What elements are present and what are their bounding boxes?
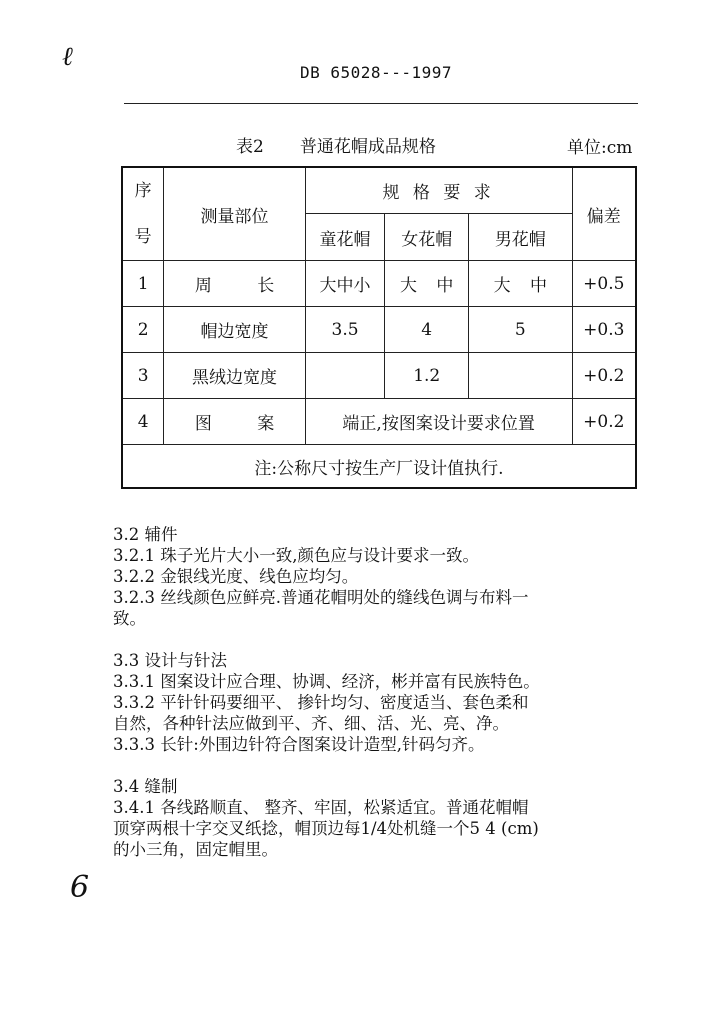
table-caption-title: 普通花帽成品规格 — [299, 137, 436, 157]
clause-3-2-3-line2: 致。 — [113, 609, 146, 628]
row-no: 3 — [122, 353, 164, 399]
clause-3-4-1-line1: 3.4.1 各线路顺直、 整齐、牢固，松紧适宜。普通花帽帽 — [113, 798, 529, 817]
header-child: 童花帽 — [305, 214, 385, 261]
clause-3-3-2-line1: 3.3.2 平针针码要细平、 掺针均匀、密度适当、套色柔和 — [113, 693, 529, 712]
row-no: 1 — [122, 261, 164, 307]
row-child — [305, 353, 385, 399]
row-part: 帽边宽度 — [164, 307, 305, 353]
row-dev: +0.2 — [572, 399, 636, 445]
row-no: 2 — [122, 307, 164, 353]
row-no: 4 — [122, 399, 164, 445]
clause-3-4-1-line2: 顶穿两根十字交叉纸捻，帽顶边每1/4处机缝一个5 4 (cm) — [113, 819, 539, 838]
row-dev: +0.3 — [572, 307, 636, 353]
header-spec-group: 规 格 要 求 — [305, 167, 572, 214]
row-male — [469, 353, 573, 399]
row-female: 1.2 — [385, 353, 469, 399]
table-note: 注:公称尺寸按生产厂设计值执行. — [122, 445, 636, 489]
table-row — [122, 261, 636, 307]
header-deviation: 偏差 — [572, 167, 636, 261]
clause-3-4-1-line3: 的小三角，固定帽里。 — [113, 840, 278, 859]
row-male: 大 中 — [469, 261, 573, 307]
row-child: 3.5 — [305, 307, 385, 353]
clause-3-2-3-line1: 3.2.3 丝线颜色应鲜亮.普通花帽明处的缝线色调与布料一 — [113, 588, 529, 607]
section-3-2-heading: 3.2 辅件 — [113, 525, 178, 544]
section-3-3-heading: 3.3 设计与针法 — [113, 651, 227, 670]
row-child: 大中小 — [305, 261, 385, 307]
header-part: 测量部位 — [164, 167, 305, 261]
header-seq — [122, 167, 164, 261]
handwritten-page-number: 6 — [70, 870, 90, 905]
spec-table — [121, 166, 637, 489]
table-unit: 单位:cm — [567, 138, 633, 158]
section-3-4-heading: 3.4 缝制 — [113, 777, 178, 796]
header-rule — [124, 103, 638, 104]
row-female: 大 中 — [385, 261, 469, 307]
header-female: 女花帽 — [385, 214, 469, 261]
handwritten-mark-top: ℓ — [62, 42, 73, 72]
header-male: 男花帽 — [469, 214, 573, 261]
document-code: DB 65028---1997 — [300, 63, 452, 82]
table-caption — [236, 132, 436, 157]
table-note-row — [122, 445, 636, 489]
row-part: 图 案 — [164, 399, 305, 445]
table-row — [122, 353, 636, 399]
clause-3-3-1: 3.3.1 图案设计应合理、协调、经济，彬并富有民族特色。 — [113, 672, 540, 691]
table-caption-number: 表2 — [236, 137, 264, 157]
clause-3-2-1: 3.2.1 珠子光片大小一致,颜色应与设计要求一致。 — [113, 546, 479, 565]
clause-3-3-2-line2: 自然，各种针法应做到平、齐、细、活、光、亮、净。 — [113, 714, 509, 733]
row-male: 5 — [469, 307, 573, 353]
header-seq-top: 序 — [134, 181, 152, 201]
clause-3-3-3: 3.3.3 长针:外围边针符合图案设计造型,针码匀齐。 — [113, 735, 485, 754]
body-text — [113, 524, 653, 860]
row-merged: 端正,按图案设计要求位置 — [305, 399, 572, 445]
row-part: 周 长 — [164, 261, 305, 307]
row-part: 黑绒边宽度 — [164, 353, 305, 399]
table-row — [122, 399, 636, 445]
clause-3-2-2: 3.2.2 金银线光度、线色应均匀。 — [113, 567, 359, 586]
header-seq-bottom: 号 — [134, 227, 152, 247]
row-dev: +0.5 — [572, 261, 636, 307]
row-dev: +0.2 — [572, 353, 636, 399]
row-female: 4 — [385, 307, 469, 353]
table-row — [122, 307, 636, 353]
